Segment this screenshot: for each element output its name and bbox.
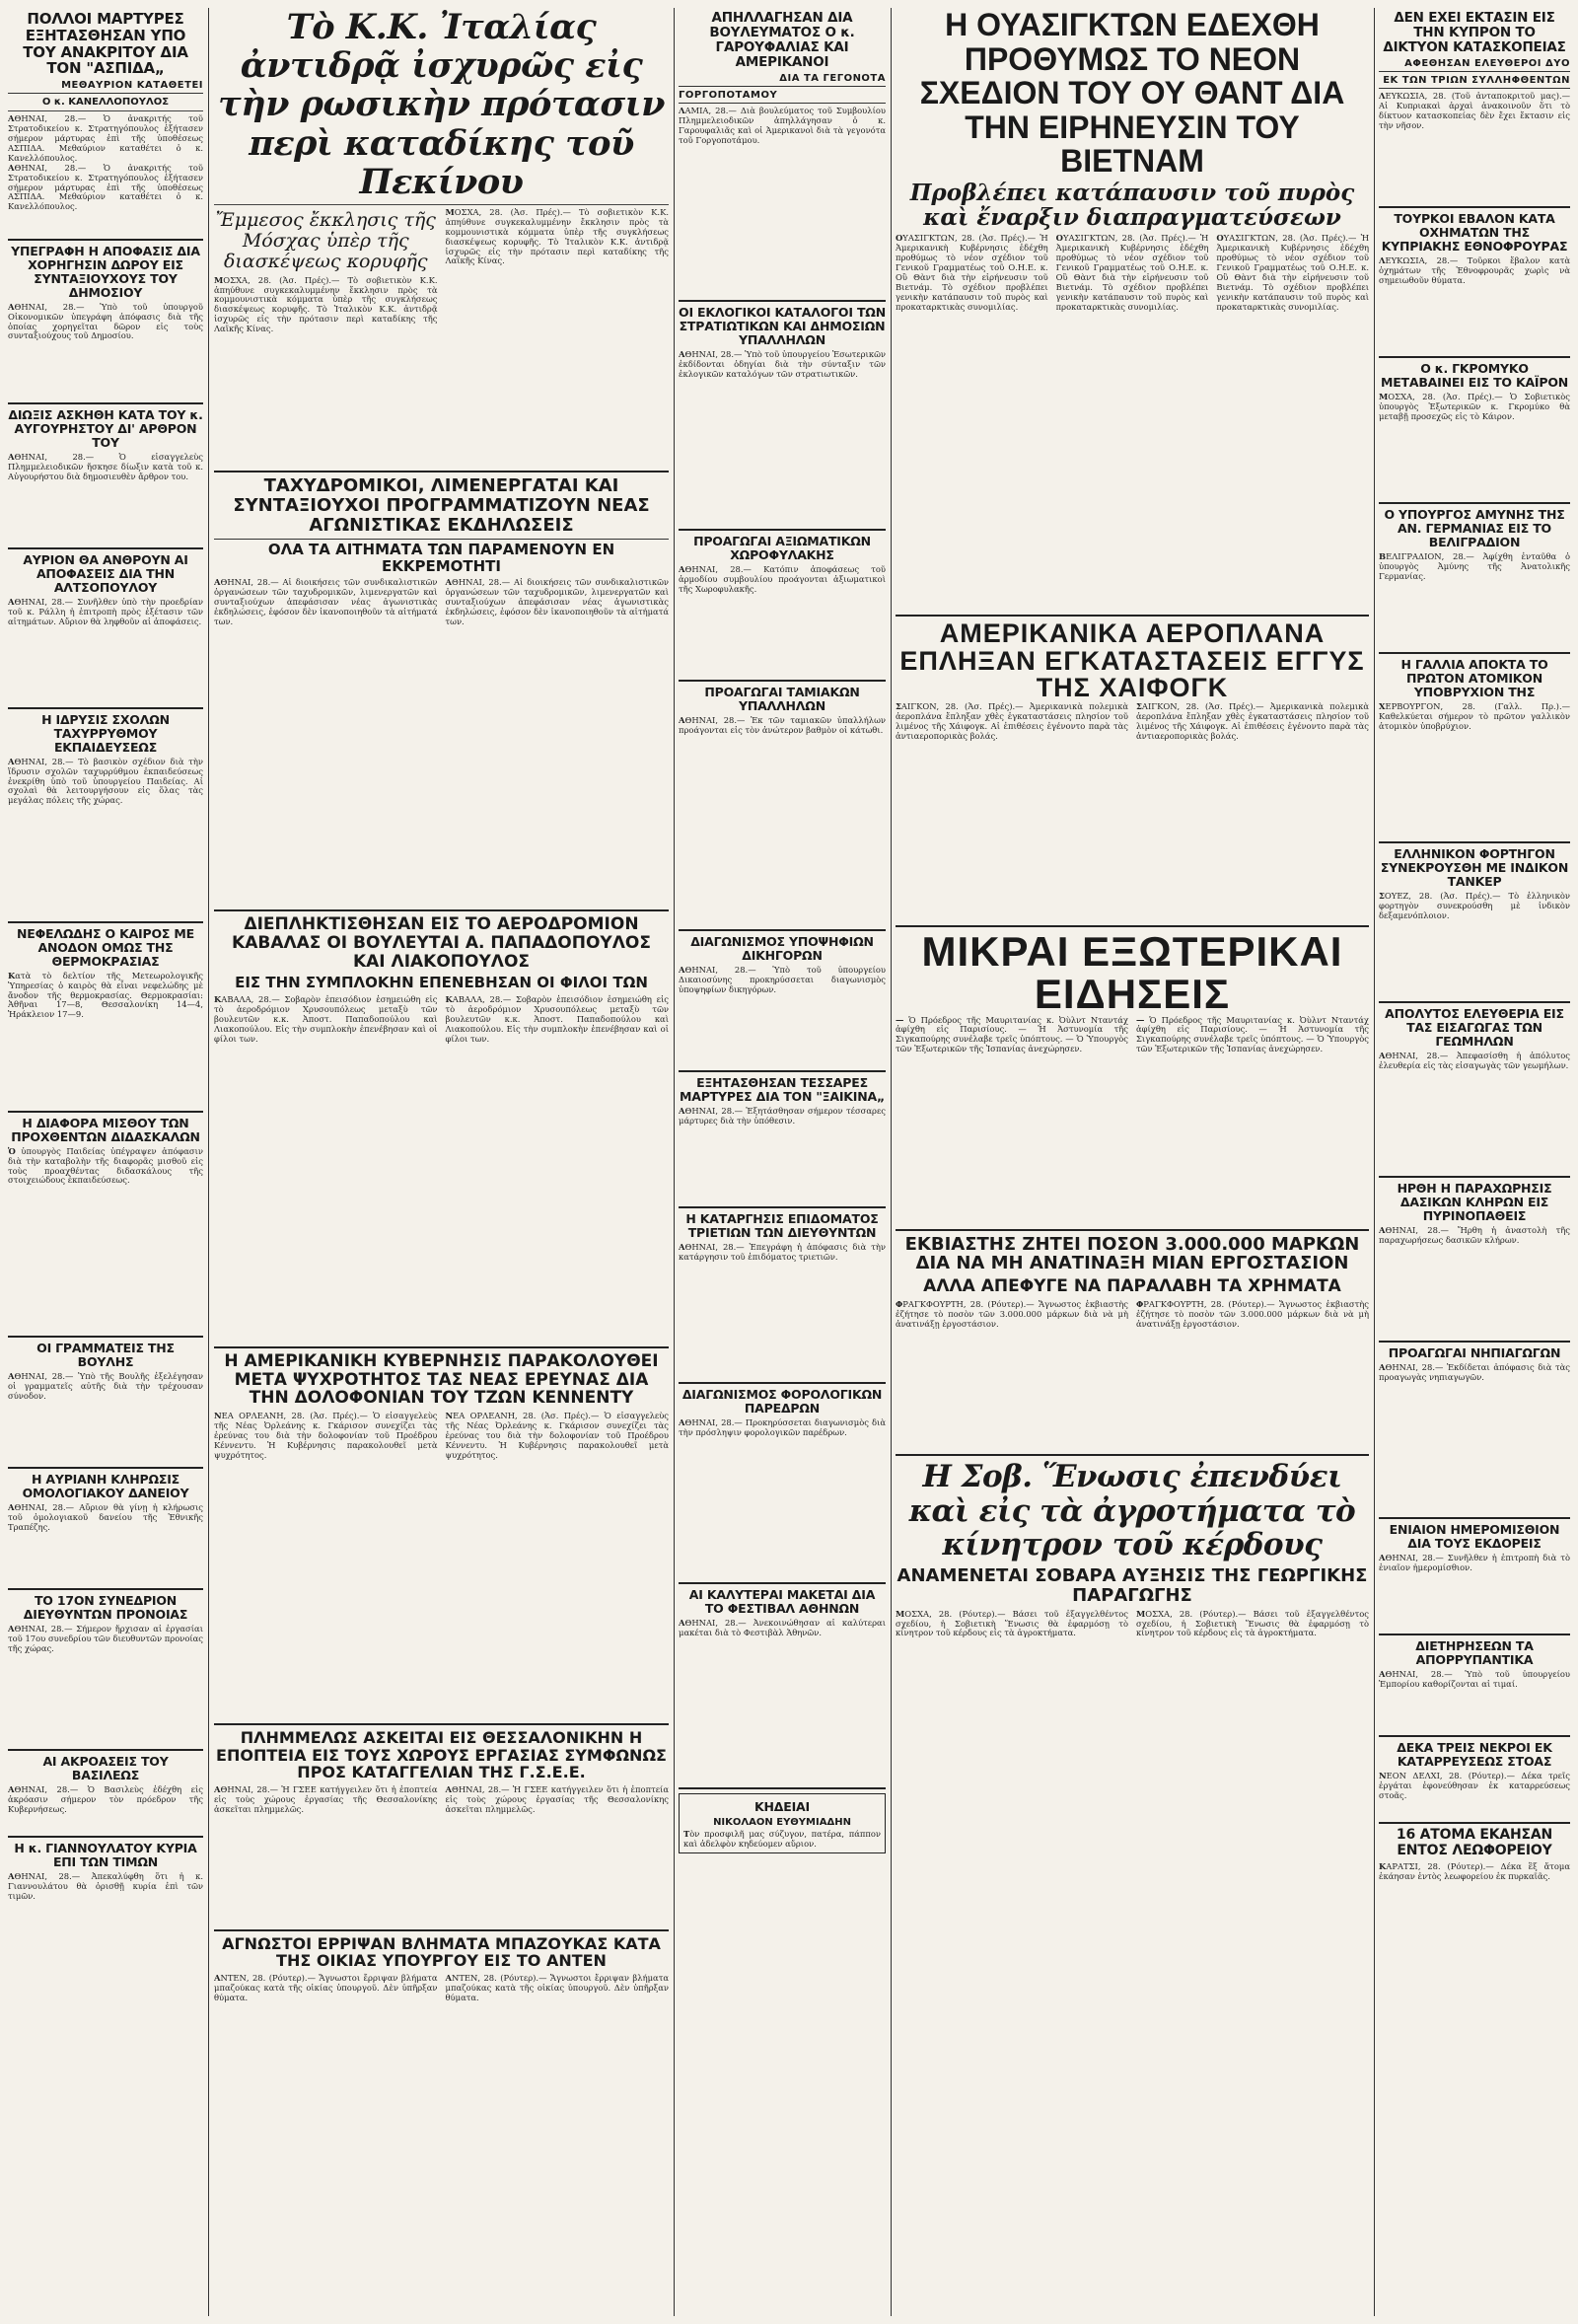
headline: ΠΡΟΑΓΩΓΑΙ ΝΗΠΙΑΓΩΓΩΝ [1388,1345,1561,1361]
headline: ΑΠΗΛΛΑΓΗΣΑΝ ΔΙΑ ΒΟΥΛΕΥΜΑΤΟΣ Ο κ. ΓΑΡΟΥΦΑΛΙΑΣ ΚΑΙ ΑΜΕΡΙΚΑΝΟΙ [709,10,855,71]
headline: Η ΟΥΑΣΙΓΚΤΩΝ ΕΔΕΧΘΗ ΠΡΟΘΥΜΩΣ ΤΟ ΝΕΟΝ ΣΧΕΔΙΟΝ ΤΟΥ ΟΥ ΘΑΝΤ ΔΙΑ ΤΗΝ ΕΙΡΗΝΕΥΣΙΝ ΤΟΥ ΒΙΕΤΝΑΜ [919,8,1345,180]
kicker: ΕΚ ΤΩΝ ΤΡΙΩΝ ΣΥΛΛΗΦΘΕΝΤΩΝ [1379,75,1570,89]
byline: ΝΙΚΟΛΑΟΝ ΕΥΘΥΜΙΑΔΗΝ [713,1817,851,1829]
headline: ΑΙ ΑΚΡΟΑΣΕΙΣ ΤΟΥ ΒΑΣΙΛΕΩΣ [42,1753,169,1782]
headline: ΝΕΦΕΛΩΔΗΣ Ο ΚΑΙΡΟΣ ΜΕ ΑΝΟΔΟΝ ΟΜΩΣ ΤΗΣ ΘΕΡΜΟΚΡΑΣΙΑΣ [17,925,194,969]
article-body: ΑΘΗΝΑΙ, 28.— Ἐκ τῶν ταμιακῶν ὑπαλλήλων προάγονται εἰς τὸν ἀνώτερον βαθμὸν οἱ κάτωθι. [679,715,886,736]
headline: ΑΜΕΡΙΚΑΝΙΚΑ ΑΕΡΟΠΛΑΝΑ ΕΠΛΗΞΑΝ ΕΓΚΑΤΑΣΤΑΣΕΙΣ ΕΓΓΥΣ ΤΗΣ ΧΑΙΦΟΓΚ [899,618,1365,703]
article-body: ΛΕΥΚΩΣΙΑ, 28.— Τοῦρκοι ἔβαλον κατὰ ὀχημάτων τῆς Ἐθνοφρουρᾶς χωρὶς νὰ σημειωθοῦν θύματα. [1379,255,1570,286]
article-body-cont: ΚΑΒΑΛΑ, 28.— Σοβαρὸν ἐπεισόδιον ἐσημειώθη εἰς τὸ ἀεροδρόμιον Χρυσουπόλεως μεταξὺ τῶν βουλευτῶν κ.κ. Ἀποστ. Παπαδοπούλου καὶ Λιακοπούλου. Εἰς τὴν συμπλοκὴν ἐπενέβησαν καὶ οἱ φίλοι των. [445,993,669,1044]
article-body: ΑΘΗΝΑΙ, 28.— Ἀπεφασίσθη ἡ ἀπόλυτος ἐλευθερία εἰς τὰς εἰσαγωγὰς τῶν γεωμήλων. [1379,1051,1570,1071]
article-body-cont: ΣΑΙΓΚΟΝ, 28. (Ἀσ. Πρές).— Ἀμερικανικὰ πολεμικὰ ἀεροπλάνα ἔπληξαν χθὲς ἐγκαταστάσεις πλησίον τοῦ λιμένος τῆς Χάιφογκ. Αἱ ἐπιθέσεις ἐγένοντο παρὰ τὰς ἀντιαεροπορικὰς βολάς. [1136,700,1369,741]
article-kk-italias [214,8,669,465]
article-kavala [214,915,669,1341]
article-body: ΑΘΗΝΑΙ, 28.— Ἡ ΓΣΕΕ κατήγγειλεν ὅτι ἡ ἐποπτεία εἰς τοὺς χώρους ἐργασίας τῆς Θεσσαλονίκης ἀσκεῖται πλημμελῶς. [214,1783,438,1814]
headline: ΑΙ ΚΑΛΥΤΕΡΑΙ ΜΑΚΕΤΑΙ ΔΙΑ ΤΟ ΦΕΣΤΙΒΑΛ ΑΘΗΝΩΝ [688,1587,876,1617]
article-body-cont: ΜΟΣΧΑ, 28. (Ἀσ. Πρές).— Τὸ σοβιετικὸν Κ.Κ. ἀπηύθυνε συγκεκαλυμμένην ἔκκλησιν πρὸς τὰ κομμουνιστικὰ κόμματα ὑπὲρ τῆς συγκλήσεως διασκέψεως κορυφῆς. Τὸ Ἰταλικὸν Κ.Κ. ἀντιδρᾷ ἰσχυρῶς εἰς τὴν πρότασιν περὶ καταδίκης τῆς Λαϊκῆς Κίνας. [445,206,669,266]
headline: Η Σοβ. Ἕνωσις ἐπενδύει καὶ εἰς τὰ ἀγροτήματα τὸ κίνητρον τοῦ κέρδους [908,1458,1356,1563]
article-body: ΑΘΗΝΑΙ, 28.— Ὑπὸ τῆς Βουλῆς ἐξελέγησαν οἱ γραμματεῖς αὐτῆς διὰ τὴν τρέχουσαν σύνοδον. [8,1370,203,1401]
article-body: ΚΑΡΑΤΣΙ, 28. (Ρόυτερ).— Δέκα ἓξ ἄτομα ἐκάησαν ἐντὸς λεωφορείου ἐκ πυρκαϊᾶς. [1379,1860,1570,1881]
article-garoufalias [679,11,886,294]
headline: ΔΙΑΓΩΝΙΣΜΟΣ ΦΟΡΟΛΟΓΙΚΩΝ ΠΑΡΕΔΡΩΝ [681,1387,883,1416]
article-body: ΛΑΜΙΑ, 28.— Διὰ βουλεύματος τοῦ Συμβουλίου Πλημμελειοδικῶν ἀπηλλάγησαν ὁ κ. Γαρουφαλιᾶς καὶ οἱ Ἀμερικανοὶ διὰ τὰ γεγονότα τοῦ Γοργοποτάμου. [679,106,886,146]
headline: ΔΙΑΓΩΝΙΣΜΟΣ ΥΠΟΨΗΦΙΩΝ ΔΙΚΗΓΟΡΩΝ [690,934,874,964]
headline: ΑΠΟΛΥΤΟΣ ΕΛΕΥΘΕΡΙΑ ΕΙΣ ΤΑΣ ΕΙΣΑΓΩΓΑΣ ΤΩΝ ΓΕΩΜΗΛΩΝ [1385,1006,1564,1050]
subheadline: ΑΝΑΜΕΝΕΤΑΙ ΣΟΒΑΡΑ ΑΥΞΗΣΙΣ ΤΗΣ ΓΕΩΡΓΙΚΗΣ ΠΑΡΑΓΩΓΗΣ [897,1565,1368,1606]
column-rule [674,8,675,2316]
article-kideiai [679,1793,886,1853]
article-nekroi [1379,1741,1570,1816]
headline: ΤΟ 17ΟΝ ΣΥΝΕΔΡΙΟΝ ΔΙΕΥΘΥΝΤΩΝ ΠΡΟΝΟΙΑΣ [23,1592,188,1622]
headline: ΟΙ ΕΚΛΟΓΙΚΟΙ ΚΑΤΑΛΟΓΟΙ ΤΩΝ ΣΤΡΑΤΙΩΤΙΚΩΝ ΚΑΙ ΔΗΜΟΣΙΩΝ ΥΠΑΛΛΗΛΩΝ [679,305,886,348]
headline: ΔΙΕΤΗΡΗΣΕΩΝ ΤΑ ΑΠΟΡΡΥΠΑΝΤΙΚΑ [1415,1638,1534,1668]
article-tamiakon [679,686,886,923]
article-body: ΑΘΗΝΑΙ, 28.— Αἱ διοικήσεις τῶν συνδικαλιστικῶν ὀργανώσεων τῶν ταχυδρομικῶν, λιμενεργατῶν καὶ συνταξιούχων ἀπεφάσισαν νέας ἀγωνιστικὰς ἐκδηλώσεις, ἐφόσον δὲν ἱκανοποιηθοῦν τὰ αἰτήματά των. [214,577,438,626]
headline: Τὸ Κ.Κ. Ἰταλίας ἀντιδρᾷ ἰσχυρῶς εἰς τὴν ρωσικὴν πρότασιν περὶ καταδίκης τοῦ Πεκίνου [218,8,665,202]
article-body: ΜΟΣΧΑ, 28. (Ἀσ. Πρές).— Τὸ σοβιετικὸν Κ.Κ. ἀπηύθυνε συγκεκαλυμμένην ἔκκλησιν πρὸς τὰ κομμουνιστικὰ κόμματα ὑπὲρ τῆς συγκλήσεως διασκέψεως κορυφῆς. Τὸ Ἰταλικὸν Κ.Κ. ἀντιδρᾷ ἰσχυρῶς εἰς τὴν πρότασιν περὶ καταδίκης τῆς Λαϊκῆς Κίνας. [214,274,438,334]
headline: Η ΑΜΕΡΙΚΑΝΙΚΗ ΚΥΒΕΡΝΗΣΙΣ ΠΑΡΑΚΟΛΟΥΘΕΙ ΜΕΤΑ ΨΥΧΡΟΤΗΤΟΣ ΤΑΣ ΝΕΑΣ ΕΡΕΥΝΑΣ ΔΙΑ ΤΗΝ ΔΟΛΟΦΟΝΙΑΝ ΤΟΥ ΤΖΩΝ ΚΕΝΝΕΝΤΥ [224,1350,659,1409]
article-body: ΑΘΗΝΑΙ, 28.— Ἐκδίδεται ἀπόφασις διὰ τὰς προαγωγὰς νηπιαγωγῶν. [1379,1362,1570,1383]
headline: Η ΑΥΡΙΑΝΗ ΚΛΗΡΩΣΙΣ ΟΜΟΛΟΓΙΑΚΟΥ ΔΑΝΕΙΟΥ [22,1471,189,1500]
headline: 16 ΑΤΟΜΑ ΕΚΑΗΣΑΝ ΕΝΤΟΣ ΛΕΩΦΟΡΕΙΟΥ [1396,1827,1553,1858]
article-thessaloniki [214,1729,669,1924]
article-avrion [8,553,203,701]
article-nipiagogoi [1379,1346,1570,1511]
article-body: ΑΘΗΝΑΙ, 28.— Συνῆλθεν ὑπὸ τὴν προεδρίαν τοῦ κ. Ράλλη ἡ ἐπιτροπὴ πρὸς ἐξέτασιν τῶν αἰτημάτων. Αὔριον θὰ ληφθοῦν αἱ ἀποφάσεις. [8,596,203,626]
article-doron [8,245,203,397]
article-body-cont: ΜΟΣΧΑ, 28. (Ρόυτερ).— Βάσει τοῦ ἐξαγγελθέντος σχεδίου, ἡ Σοβιετικὴ Ἕνωσις θὰ ἐφαρμόσῃ τὸ κίνητρον τοῦ κέρδους εἰς τὰ ἀγροκτήματα. [1136,1608,1369,1638]
column-3 [679,8,886,2316]
article-kypros [1379,11,1570,200]
article-kennedy [214,1352,669,1717]
column-2 [214,8,669,2316]
article-body: ΝΕΑ ΟΡΛΕΑΝΗ, 28. (Ἀσ. Πρές).— Ὁ εἰσαγγελεὺς τῆς Νέας Ὀρλεάνης κ. Γκάρισον συνεχίζει τὰς ἐρεύνας του διὰ τὴν δολοφονίαν τοῦ Προέδρου Κέννεντυ. Ἡ Κυβέρνησις παρακολουθεῖ μετὰ ψυχρότητος. [214,1410,438,1460]
article-body: ΣΟΥΕΖ, 28. (Ἀσ. Πρές).— Τὸ ἑλληνικὸν φορτηγὸν συνεκρούσθη μὲ ἰνδικὸν δεξαμενόπλοιον. [1379,891,1570,921]
newspaper-page [8,8,1570,2316]
article-sov-enosis [896,1460,1369,1638]
article-paredron [679,1388,886,1576]
article-body: Κατὰ τὸ δελτίον τῆς Μετεωρολογικῆς Ὑπηρεσίας ὁ καιρὸς θὰ εἶναι νεφελώδης μὲ ἄνοδον τῆς θερμοκρασίας. Θερμοκρασίαι: Ἀθῆναι 17—8, Θεσσαλονίκη 14—4, Ἡράκλειον 17—9. [8,970,203,1020]
article-body: ΑΘΗΝΑΙ, 28.— Ὁ Βασιλεὺς ἐδέχθη εἰς ἀκρόασιν σήμερον τὸν πρόεδρον τῆς Κυβερνήσεως. [8,1783,203,1814]
headline: Η ΔΙΑΦΟΡΑ ΜΙΣΘΟΥ ΤΩΝ ΠΡΟΧΘΕΝΤΩΝ ΔΙΔΑΣΚΑΛΩΝ [11,1115,200,1144]
article-ekdoreis [1379,1523,1570,1628]
article-body-cont: — Ὁ Πρόεδρος τῆς Μαυριτανίας κ. Ὀὺλντ Νταντάχ ἀφίχθη εἰς Παρισίους. — Ἡ Ἀστυνομία τῆς Σιγκαπούρης συνέλαβε τρεῖς ὑπόπτους. — Ὁ Ὑπουργὸς τῶν Ἐξωτερικῶν τῆς Ἰσπανίας ἀνεχώρησεν. [1136,1014,1369,1054]
article-body: ΑΘΗΝΑΙ, 28.— Ἀνεκοινώθησαν αἱ καλύτεραι μακέται διὰ τὸ Φεστιβὰλ Ἀθηνῶν. [679,1618,886,1638]
article-body-cont: ΝΕΑ ΟΡΛΕΑΝΗ, 28. (Ἀσ. Πρές).— Ὁ εἰσαγγελεὺς τῆς Νέας Ὀρλεάνης κ. Γκάρισον συνεχίζει τὰς ἐρεύνας του διὰ τὴν δολοφονίαν τοῦ Προέδρου Κέννεντυ. Ἡ Κυβέρνησις παρακολουθεῖ μετὰ ψυχρότητος. [445,1410,669,1460]
article-body-cont: ΟΥΑΣΙΓΚΤΩΝ, 28. (Ἀσ. Πρές).— Ἡ Ἀμερικανικὴ Κυβέρνησις ἐδέχθη προθύμως τὸ νέον σχέδιον τοῦ Γενικοῦ Γραμματέως τοῦ Ο.Η.Ε. κ. Οὒ Θὰντ διὰ τὴν εἰρήνευσιν τοῦ Βιετνάμ. Τὸ σχέδιον προβλέπει γενικὴν κατάπαυσιν τοῦ πυρὸς καὶ προκαταρκτικὰς συνομιλίας. [1216,233,1369,312]
kicker: ΔΙΑ ΤΑ ΓΕΓΟΝΟΤΑ [679,73,886,87]
headline: ΕΝΙΑΙΟΝ ΗΜΕΡΟΜΙΣΘΙΟΝ ΔΙΑ ΤΟΥΣ ΕΚΔΟΡΕΙΣ [1389,1522,1560,1552]
article-body: ΑΘΗΝΑΙ, 28.— Αὔριον θὰ γίνῃ ἡ κλήρωσις τοῦ ὁμολογιακοῦ δανείου τῆς Ἐθνικῆς Τραπέζης. [8,1501,203,1532]
article-body: ΒΕΛΙΓΡΑΔΙΟΝ, 28.— Ἀφίχθη ἐνταῦθα ὁ ὑπουργὸς Ἀμύνης τῆς Ἀνατολικῆς Γερμανίας. [1379,551,1570,582]
article-body: ΑΘΗΝΑΙ, 28.— Κατόπιν ἀποφάσεως τοῦ ἀρμοδίου συμβουλίου προάγονται ἀξιωματικοὶ τῆς Χωροφυλακῆς. [679,564,886,595]
article-dikigoron [679,935,886,1064]
article-akroaseis [8,1755,203,1830]
article-festival [679,1588,886,1781]
headline: ΔΕΚΑ ΤΡΕΙΣ ΝΕΚΡΟΙ ΕΚ ΚΑΤΑΡΡΕΥΣΕΩΣ ΣΤΟΑΣ [1397,1740,1552,1770]
article-tourkoi [1379,212,1570,350]
article-geomila [1379,1007,1570,1170]
article-body: ΑΘΗΝΑΙ, 28.— Ὑπὸ τοῦ ὑπουργείου Ἐμπορίου καθορίζονται αἱ τιμαί. [1379,1669,1570,1690]
column-rule [891,8,892,2316]
headline: ΠΟΛΛΟΙ ΜΑΡΤΥΡΕΣ ΕΞΗΤΑΣΘΗΣΑΝ ΥΠΟ ΤΟΥ ΑΝΑΚΡΙΤΟΥ ΔΙΑ ΤΟΝ "ΑΣΠΙΔΑ„ [23,10,188,78]
headline: Η κ. ΓΙΑΝΝΟΥΛΑΤΟΥ ΚΥΡΙΑ ΕΠΙ ΤΩΝ ΤΙΜΩΝ [14,1840,197,1869]
kicker: ΜΕΘΑΥΡΙΟΝ ΚΑΤΑΘΕΤΕΙ [8,80,203,94]
article-mikrai [896,927,1369,1223]
column-rule [1374,8,1375,2316]
headline: ΚΗΔΕΙΑΙ [754,1799,810,1815]
article-body: ΑΘΗΝΑΙ, 28.— Ὁ εἰσαγγελεὺς Πλημμελειοδικῶν ἤσκησε δίωξιν κατὰ τοῦ κ. Αὐγουρήστου διὰ δημοσιευθὲν ἄρθρον του. [8,451,203,481]
column-rule [208,8,209,2316]
kicker: ΑΦΕΘΗΣΑΝ ΕΛΕΥΘΕΡΟΙ ΔΥΟ [1379,58,1570,72]
article-xaikina [679,1076,886,1200]
article-body-cont: ΟΥΑΣΙΓΚΤΩΝ, 28. (Ἀσ. Πρές).— Ἡ Ἀμερικανικὴ Κυβέρνησις ἐδέχθη προθύμως τὸ νέον σχέδιον τοῦ Γενικοῦ Γραμματέως τοῦ Ο.Η.Ε. κ. Οὒ Θὰντ διὰ τὴν εἰρήνευσιν τοῦ Βιετνάμ. Τὸ σχέδιον προβλέπει γενικὴν κατάπαυσιν τοῦ πυρὸς καὶ προκαταρκτικὰς συνομιλίας. [1055,233,1209,312]
article-gromyko [1379,362,1570,496]
article-body: ΑΘΗΝΑΙ, 28.— Σήμερον ἤρχισαν αἱ ἐργασίαι τοῦ 17ου συνεδρίου τῶν διευθυντῶν προνοίας τῆς χώρας. [8,1623,203,1653]
article-body: ΑΘΗΝΑΙ, 28.— Προκηρύσσεται διαγωνισμὸς διὰ τὴν πρόσληψιν φορολογικῶν παρέδρων. [679,1417,886,1438]
subheadline: Προβλέπει κατάπαυσιν τοῦ πυρὸς καὶ ἔναρξιν διαπραγματεύσεων [909,179,1355,232]
article-body: ΑΘΗΝΑΙ, 28.— Ὑπὸ τοῦ ὑπουργείου Δικαιοσύνης προκηρύσσεται διαγωνισμὸς ὑποψηφίων δικηγόρων. [679,965,886,995]
article-body: ΝΕΟΝ ΔΕΛΧΙ, 28. (Ρόυτερ).— Δέκα τρεῖς ἐργάται ἐφονεύθησαν ἐκ καταρρεύσεως στοᾶς. [1379,1771,1570,1801]
column-4 [896,8,1369,2316]
article-body: Ὁ ὑπουργὸς Παιδείας ὑπέγραψεν ἀπόφασιν διὰ τὴν καταβολὴν τῆς διαφορᾶς μισθοῦ εἰς τοὺς προαχθέντας διδασκάλους τῆς στοιχειώδους ἐκπαιδεύσεως. [8,1145,203,1186]
kicker: ΓΟΡΓΟΠΟΤΑΜΟΥ [679,90,886,104]
article-body: ΚΑΒΑΛΑ, 28.— Σοβαρὸν ἐπεισόδιον ἐσημειώθη εἰς τὸ ἀεροδρόμιον Χρυσουπόλεως μεταξὺ τῶν βουλευτῶν κ.κ. Ἀποστ. Παπαδοπούλου καὶ Λιακοπούλου. Εἰς τὴν συμπλοκὴν ἐπενέβησαν καὶ οἱ φίλοι των. [214,993,438,1044]
article-body: — Ὁ Πρόεδρος τῆς Μαυριτανίας κ. Ὀὺλντ Νταντάχ ἀφίχθη εἰς Παρισίους. — Ἡ Ἀστυνομία τῆς Σιγκαπούρης συνέλαβε τρεῖς ὑπόπτους. — Ὁ Ὑπουργὸς τῶν Ἐξωτερικῶν τῆς Ἰσπανίας ἀνεχώρησεν. [896,1014,1128,1054]
headline: ΑΓΝΩΣΤΟΙ ΕΡΡΙΨΑΝ ΒΛΗΜΑΤΑ ΜΠΑΖΟΥΚΑΣ ΚΑΤΑ ΤΗΣ ΟΙΚΙΑΣ ΥΠΟΥΡΓΟΥ ΕΙΣ ΤΟ ΑΝΤΕΝ [222,1933,661,1971]
article-ekviastis [896,1235,1369,1448]
article-scholes [8,713,203,915]
headline: ΜΙΚΡΑΙ ΕΞΩΤΕΡΙΚΑΙ ΕΙΔΗΣΕΙΣ [921,927,1343,1017]
headline: ΔΙΩΞΙΣ ΑΣΚΗΘΗ ΚΑΤΑ ΤΟΥ κ. ΑΥΓΟΥΡΗΣΤΟΥ ΔΙ' ΑΡΘΡΟΝ ΤΟΥ [8,406,203,450]
article-body: ΛΕΥΚΩΣΙΑ, 28. (Τοῦ ἀνταποκριτοῦ μας).— Αἱ Κυπριακαὶ ἀρχαὶ ἀνακοινοῦν ὅτι τὸ δίκτυον κατασκοπείας δὲν ἔχει ἔκτασιν εἰς τὴν νῆσον. [1379,91,1570,131]
headline: Η ΙΔΡΥΣΙΣ ΣΧΟΛΩΝ ΤΑΧΥΡΡΥΘΜΟΥ ΕΚΠΑΙΔΕΥΣΕΩΣ [41,711,170,755]
article-body-cont: ΑΘΗΝΑΙ, 28.— Αἱ διοικήσεις τῶν συνδικαλιστικῶν ὀργανώσεων τῶν ταχυδρομικῶν, λιμενεργατῶν καὶ συνταξιούχων ἀπεφάσισαν νέας ἀγωνιστικὰς ἐκδηλώσεις, ἐφόσον δὲν ἱκανοποιηθοῦν τὰ αἰτήματά των. [445,577,669,626]
article-dioxis [8,408,203,542]
headline: Ο ΥΠΟΥΡΓΟΣ ΑΜΥΝΗΣ ΤΗΣ ΑΝ. ΓΕΡΜΑΝΙΑΣ ΕΙΣ ΤΟ ΒΕΛΙΓΡΑΔΙΟΝ [1384,507,1565,550]
article-aporrypantika [1379,1639,1570,1729]
article-body: ΑΘΗΝΑΙ, 28.— Ὑπὸ τοῦ ὑπουργείου Ἐσωτερικῶν ἐκδίδονται ὁδηγίαι διὰ τὴν σύνταξιν τῶν ἐκλογικῶν καταλόγων τῶν στρατιωτικῶν. [679,349,886,380]
article-trietion [679,1212,886,1376]
headline: ΕΞΗΤΑΣΘΗΣΑΝ ΤΕΣΣΑΡΕΣ ΜΑΡΤΥΡΕΣ ΔΙΑ ΤΟΝ "ΞΑΙΚΙΝΑ„ [680,1075,885,1105]
article-haiphong [896,620,1369,919]
article-body: ΣΑΙΓΚΟΝ, 28. (Ἀσ. Πρές).— Ἀμερικανικὰ πολεμικὰ ἀεροπλάνα ἔπληξαν χθὲς ἐγκαταστάσεις πλησίον τοῦ λιμένος τῆς Χάιφογκ. Αἱ ἐπιθέσεις ἐγένοντο παρὰ τὰς ἀντιαεροπορικὰς βολάς. [896,700,1128,741]
subheadline: ΟΛΑ ΤΑ ΑΙΤΗΜΑΤΑ ΤΩΝ ΠΑΡΑΜΕΝΟΥΝ ΕΝ ΕΚΚΡΕΜΟΤΗΤΙ [214,539,669,574]
article-katalogoi [679,306,886,523]
article-gallia [1379,658,1570,835]
article-body-cont: ΑΘΗΝΑΙ, 28.— Ἡ ΓΣΕΕ κατήγγειλεν ὅτι ἡ ἐποπτεία εἰς τοὺς χώρους ἐργασίας τῆς Θεσσαλονίκης ἀσκεῖται πλημμελῶς. [445,1783,669,1814]
headline: ΕΛΛΗΝΙΚΟΝ ΦΟΡΤΗΓΟΝ ΣΥΝΕΚΡΟΥΣΘΗ ΜΕ ΙΝΔΙΚΟΝ ΤΑΝΚΕΡ [1380,846,1569,890]
article-body: ΧΕΡΒΟΥΡΓΟΝ, 28. (Γαλλ. Πρ.).— Καθελκύεται σήμερον τὸ πρῶτον γαλλικὸν ἀτομικὸν ὑποβρύχιον. [1379,701,1570,732]
headline: ΠΡΟΑΓΩΓΑΙ ΤΑΜΙΑΚΩΝ ΥΠΑΛΛΗΛΩΝ [704,685,860,714]
headline: ΔΙΕΠΛΗΚΤΙΣΘΗΣΑΝ ΕΙΣ ΤΟ ΑΕΡΟΔΡΟΜΙΟΝ ΚΑΒΑΛΑΣ ΟΙ ΒΟΥΛΕΥΤΑΙ Α. ΠΑΠΑΔΟΠΟΥΛΟΣ ΚΑΙ ΛΙΑΚΟΠΟΥΛΟΣ [232,914,651,972]
article-vietnam [896,8,1369,609]
article-body: ΑΘΗΝΑΙ, 28.— Ἤρθη ἡ ἀναστολὴ τῆς παραχωρήσεως δασικῶν κλήρων. [1379,1225,1570,1246]
article-body-cont: ΦΡΑΓΚΦΟΥΡΤΗ, 28. (Ρόυτερ).— Ἄγνωστος ἐκβιαστὴς ἐζήτησε τὸ ποσὸν τῶν 3.000.000 μάρκων διὰ νὰ μὴ ἀνατινάξῃ ἐργοστάσιον. [1136,1298,1369,1329]
article-dasikoi [1379,1182,1570,1335]
article-bazooka [214,1935,669,2003]
article-giannoulatou [8,1842,203,1902]
headline: ΕΚΒΙΑΣΤΗΣ ΖΗΤΕΙ ΠΟΣΟΝ 3.000.000 ΜΑΡΚΩΝ ΔΙΑ ΝΑ ΜΗ ΑΝΑΤΙΝΑΞΗ ΜΙΑΝ ΕΡΓΟΣΤΑΣΙΟΝ [904,1233,1360,1274]
article-body: ΜΟΣΧΑ, 28. (Ρόυτερ).— Βάσει τοῦ ἐξαγγελθέντος σχεδίου, ἡ Σοβιετικὴ Ἕνωσις θὰ ἐφαρμόσῃ τὸ κίνητρον τοῦ κέρδους εἰς τὰ ἀγροκτήματα. [896,1608,1128,1638]
article-taxydromikoi [214,476,669,904]
article-body: ΦΡΑΓΚΦΟΥΡΤΗ, 28. (Ρόυτερ).— Ἄγνωστος ἐκβιαστὴς ἐζήτησε τὸ ποσὸν τῶν 3.000.000 μάρκων διὰ νὰ μὴ ἀνατινάξῃ ἐργοστάσιον. [896,1298,1128,1329]
article-body: ΑΘΗΝΑΙ, 28.— Ὑπὸ τοῦ ὑπουργοῦ Οἰκονομικῶν ὑπεγράφη ἀπόφασις διὰ τῆς ὁποίας χορηγεῖται δῶρον εἰς τοὺς συνταξιούχους τοῦ Δημοσίου. [8,301,203,341]
article-body: Τὸν προσφιλῆ μας σύζυγον, πατέρα, πάππον καὶ ἀδελφὸν κηδεύομεν αὔριον. [683,1829,881,1850]
headline: Η ΓΑΛΛΙΑ ΑΠΟΚΤΑ ΤΟ ΠΡΩΤΟΝ ΑΤΟΜΙΚΟΝ ΥΠΟΒΡΥΧΙΟΝ ΤΗΣ [1400,657,1548,700]
article-klirosis [8,1473,203,1582]
article-leoforeio [1379,1828,1570,1881]
headline: ΑΥΡΙΟΝ ΘΑ ΑΝΘΡΟΥΝ ΑΙ ΑΠΟΦΑΣΕΙΣ ΔΙΑ ΤΗΝ ΑΛΤΣΟΠΟΥΛΟΥ [23,551,188,595]
article-body: ΑΝΤΕΝ, 28. (Ρόυτερ).— Ἄγνωστοι ἔρριψαν βλήματα μπαζούκας κατὰ τῆς οἰκίας ὑπουργοῦ. Δὲν ὑπῆρξαν θύματα. [214,1972,438,2002]
article-didaskaloi [8,1117,203,1330]
article-body: ΑΘΗΝΑΙ, 28.— Τὸ βασικὸν σχέδιον διὰ τὴν ἵδρυσιν σχολῶν ταχυρρύθμου ἐκπαιδεύσεως ἐνεκρίθη ὑπὸ τοῦ ὑπουργείου Παιδείας. Αἱ σχολαὶ θὰ λειτουργήσουν εἰς ὅλας τὰς μεγάλας πόλεις τῆς χώρας. [8,756,203,806]
subheadline: ΕΙΣ ΤΗΝ ΣΥΜΠΛΟΚΗΝ ΕΠΕΝΕΒΗΣΑΝ ΟΙ ΦΙΛΟΙ ΤΩΝ [235,974,648,992]
article-body: ΑΘΗΝΑΙ, 28.— Συνῆλθεν ἡ ἐπιτροπὴ διὰ τὸ ἑνιαῖον ἡμερομίσθιον. [1379,1553,1570,1573]
article-body: ΑΘΗΝΑΙ, 28.— Ἐξητάσθησαν σήμερον τέσσαρες μάρτυρες διὰ τὴν ὑπόθεσιν. [679,1106,886,1126]
article-body-cont: ΑΘΗΝΑΙ, 28.— Ὁ ἀνακριτής τοῦ Στρατοδικείου κ. Στρατηγόπουλος ἐξήτασεν σήμερον μάρτυρας ἐπὶ τῆς ὑποθέσεως ΑΣΠΙΔΑ. Μεθαύριον καταθέτει ὁ κ. Κανελλόπουλος. [8,163,203,212]
subheadline: Ἔμμεσος ἔκκλησις τῆς Μόσχας ὑπὲρ τῆς διασκέψεως κορυφῆς [215,208,436,272]
article-body: ΑΘΗΝΑΙ, 28.— Ἀπεκαλύφθη ὅτι ἡ κ. Γιαννουλάτου θὰ ὁρισθῇ κυρία ἐπὶ τῶν τιμῶν. [8,1870,203,1901]
article-body: ΑΘΗΝΑΙ, 28.— Ἐπεγράφη ἡ ἀπόφασις διὰ τὴν κατάργησιν τοῦ ἐπιδόματος τριετιῶν. [679,1242,886,1263]
column-1 [8,8,203,2316]
article-xorofylakis [679,535,886,674]
article-martyres [8,11,203,233]
article-body: ΟΥΑΣΙΓΚΤΩΝ, 28. (Ἀσ. Πρές).— Ἡ Ἀμερικανικὴ Κυβέρνησις ἐδέχθη προθύμως τὸ νέον σχέδιον τοῦ Γενικοῦ Γραμματέως τοῦ Ο.Η.Ε. κ. Οὒ Θὰντ διὰ τὴν εἰρήνευσιν τοῦ Βιετνάμ. Τὸ σχέδιον προβλέπει γενικὴν κατάπαυσιν τοῦ πυρὸς καὶ προκαταρκτικὰς συνομιλίας. [896,233,1048,312]
headline: ΔΕΝ ΕΧΕΙ ΕΚΤΑΣΙΝ ΕΙΣ ΤΗΝ ΚΥΠΡΟΝ ΤΟ ΔΙΚΤΥΟΝ ΚΑΤΑΣΚΟΠΕΙΑΣ [1383,10,1566,56]
headline: ΥΠΕΓΡΑΦΗ Η ΑΠΟΦΑΣΙΣ ΔΙΑ ΧΟΡΗΓΗΣΙΝ ΔΩΡΟΥ ΕΙΣ ΣΥΝΤΑΞΙΟΥΧΟΥΣ ΤΟΥ ΔΗΜΟΣΙΟΥ [11,243,200,300]
subheadline: ΑΛΛΑ ΑΠΕΦΥΓΕ ΝΑ ΠΑΡΑΛΑΒΗ ΤΑ ΧΡΗΜΑΤΑ [923,1276,1341,1297]
article-grammateis [8,1342,203,1461]
article-body: ΜΟΣΧΑ, 28. (Ἀσ. Πρές).— Ὁ Σοβιετικὸς ὑπουργὸς Ἐξωτερικῶν κ. Γκρομύκο θὰ μεταβῇ προσεχῶς εἰς τὸ Κάιρον. [1379,392,1570,422]
headline: Η ΚΑΤΑΡΓΗΣΙΣ ΕΠΙΔΟΜΑΤΟΣ ΤΡΙΕΤΙΩΝ ΤΩΝ ΔΙΕΥΘΥΝΤΩΝ [685,1211,879,1241]
article-body: ΑΘΗΝΑΙ, 28.— Ὁ ἀνακριτής τοῦ Στρατοδικείου κ. Στρατηγόπουλος ἐξήτασεν σήμερον μάρτυρας ἐπὶ τῆς ὑποθέσεως ΑΣΠΙΔΑ. Μεθαύριον καταθέτει ὁ κ. Κανελλόπουλος. [8,113,203,163]
headline: ΗΡΘΗ Η ΠΑΡΑΧΩΡΗΣΙΣ ΔΑΣΙΚΩΝ ΚΛΗΡΩΝ ΕΙΣ ΠΥΡΙΝΟΠΑΘΕΙΣ [1397,1181,1552,1224]
headline: ΠΛΗΜΜΕΛΩΣ ΑΣΚΕΙΤΑΙ ΕΙΣ ΘΕΣΣΑΛΟΝΙΚΗΝ Η ΕΠΟΠΤΕΙΑ ΕΙΣ ΤΟΥΣ ΧΩΡΟΥΣ ΕΡΓΑΣΙΑΣ ΣΥΜΦΩΝΩΣ ΠΡΟΣ ΚΑΤΑΓΓΕΛΙΑΝ ΤΗΣ Γ.Σ.Ε.Ε. [216,1727,667,1782]
article-anatoliki-germania [1379,508,1570,646]
article-kairos [8,927,203,1105]
article-synedrion [8,1594,203,1743]
headline: ΤΟΥΡΚΟΙ ΕΒΑΛΟΝ ΚΑΤΑ ΟΧΗΜΑΤΩΝ ΤΗΣ ΚΥΠΡΙΑΚΗΣ ΕΘΝΟΦΡΟΥΡΑΣ [1381,211,1568,254]
byline: Ο κ. ΚΑΝΕΛΛΟΠΟΥΛΟΣ [41,97,170,109]
article-body-cont: ΑΝΤΕΝ, 28. (Ρόυτερ).— Ἄγνωστοι ἔρριψαν βλήματα μπαζούκας κατὰ τῆς οἰκίας ὑπουργοῦ. Δὲν ὑπῆρξαν θύματα. [445,1972,669,2002]
column-5 [1379,8,1570,2316]
headline: ΠΡΟΑΓΩΓΑΙ ΑΞΙΩΜΑΤΙΚΩΝ ΧΩΡΟΦΥΛΑΚΗΣ [693,534,871,563]
headline: ΟΙ ΓΡΑΜΜΑΤΕΙΣ ΤΗΣ ΒΟΥΛΗΣ [36,1340,175,1369]
article-fortigon [1379,847,1570,995]
headline: ΤΑΧΥΔΡΟΜΙΚΟΙ, ΛΙΜΕΝΕΡΓΑΤΑΙ ΚΑΙ ΣΥΝΤΑΞΙΟΥΧΟΙ ΠΡΟΓΡΑΜΜΑΤΙΖΟΥΝ ΝΕΑΣ ΑΓΩΝΙΣΤΙΚΑΣ ΕΚΔΗΛΩΣΕΙΣ [233,474,650,536]
headline: Ο κ. ΓΚΡΟΜΥΚΟ ΜΕΤΑΒΑΙΝΕΙ ΕΙΣ ΤΟ ΚΑΪΡΟΝ [1380,361,1569,391]
